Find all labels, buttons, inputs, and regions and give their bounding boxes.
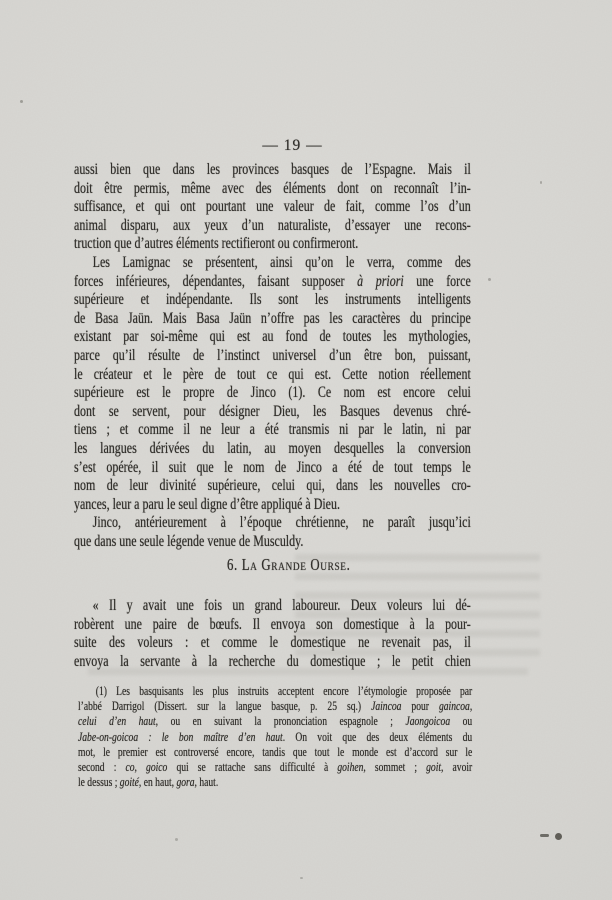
ink-speck: [20, 100, 23, 103]
paragraphs-before-heading: [74, 161, 471, 551]
text-line: yances, leur a paru le seul digne d’être appliqué à Dieu.: [74, 495, 340, 513]
text-line: animal disparu, aux yeux d’un naturaliste, d’essayer une recons-: [74, 216, 471, 234]
text-line: que dans une seule légende venue de Musculdy.: [74, 532, 304, 550]
text-line: Jabe-on-goicoa : le bon maître d’en haut. On voit que des deux éléments du: [78, 729, 473, 744]
ink-speck: [540, 834, 549, 837]
text-line: parce qu’il résulte de l’instinct universel d’un être bon, puissant,: [74, 346, 471, 364]
ink-bleedthrough: [88, 662, 528, 682]
text-line: nom de leur divinité supérieure, celui qui, dans les nouvelles cro-: [74, 477, 471, 495]
text-line: robèrent une paire de bœufs. Il envoya son domestique à la pour-: [74, 615, 471, 633]
text-line: le créateur et le père de tout ce qui est. Cette notion réellement: [74, 365, 471, 383]
text-line: celui d’en haut, ou en suivant la prononciation espagnole ; Jaongoicoa ou: [78, 714, 473, 729]
text-line: « Il y avait une fois un grand laboureur. Deux voleurs lui dé-: [92, 597, 471, 615]
text-line: suffisance, et qui ont pourtant une valeur de fait, comme l’os d’un: [74, 198, 471, 216]
text-line: (1) Les basquisants les plus instruits acceptent encore l’étymologie proposée par: [95, 684, 473, 698]
text-line: envoya la servante à la recherche du domestique ; le petit chien: [74, 652, 471, 670]
text-line: doit être permis, même avec des éléments dont on reconnaît l’in-: [74, 179, 471, 197]
section-heading: 6. La Grande Ourse.: [226, 555, 351, 575]
text-line: suite des voleurs : et comme le domestique ne revenait pas, il: [74, 634, 471, 652]
ink-speck: [175, 838, 178, 841]
text-line: truction que d’autres éléments rectifieront ou confirmeront.: [74, 235, 359, 253]
text-line: mot, le premier est controversé encore, tandis que tout le monde est d’accord sur le: [78, 744, 473, 759]
page-number: — 19 —: [262, 137, 323, 154]
text-line: Jinco, antérieurement à l’époque chrétienne, ne paraît jusqu’ici: [92, 514, 471, 532]
text-line: Les Lamignac se présentent, ainsi qu’on le verra, comme des: [92, 253, 471, 271]
text-line: supérieure est le propre de Jinco (1). Ce nom est encore celui: [74, 384, 471, 402]
text-line: dont se servent, pour désigner Dieu, les Basques devenus chré-: [74, 402, 471, 420]
text-line: le dessus ; goité, en haut, gora, haut.: [78, 775, 219, 790]
ink-bleedthrough: [295, 548, 540, 663]
footnote-text: [78, 684, 472, 790]
text-line: les langues dérivées du latin, au moyen desquelles la conversion: [74, 439, 471, 457]
ink-speck: [488, 278, 491, 281]
ink-speck: [555, 833, 562, 840]
footnote-paragraphs: [78, 684, 472, 790]
text-line: l’abbé Darrigol (Dissert. sur la langue basque, p. 25 sq.) Jaincoa pour gaincoa,: [78, 699, 473, 714]
ink-speck: [540, 181, 542, 184]
ink-speck: [300, 877, 303, 879]
text-line: forces inférieures, dépendantes, faisant supposer à priori une force: [74, 272, 471, 290]
text-line: de Basa Jaün. Mais Basa Jaün n’offre pas les caractères du principe: [74, 309, 471, 327]
text-line: s’est opérée, il suit que le nom de Jinco a été de tout temps le: [74, 458, 471, 476]
text-line: aussi bien que dans les provinces basques de l’Espagne. Mais il: [74, 161, 471, 178]
text-line: existant par soi-même qui est au fond de toutes les mythologies,: [74, 328, 471, 346]
text-line: supérieure et indépendante. Ils sont les instruments intelligents: [74, 291, 471, 309]
text-line: tiens ; et comme il ne leur a été transmis ni par le latin, ni par: [74, 421, 471, 439]
text-line: second : co, goico qui se rattache sans difficulté à goihen, sommet ; goit, avoir: [78, 760, 473, 775]
